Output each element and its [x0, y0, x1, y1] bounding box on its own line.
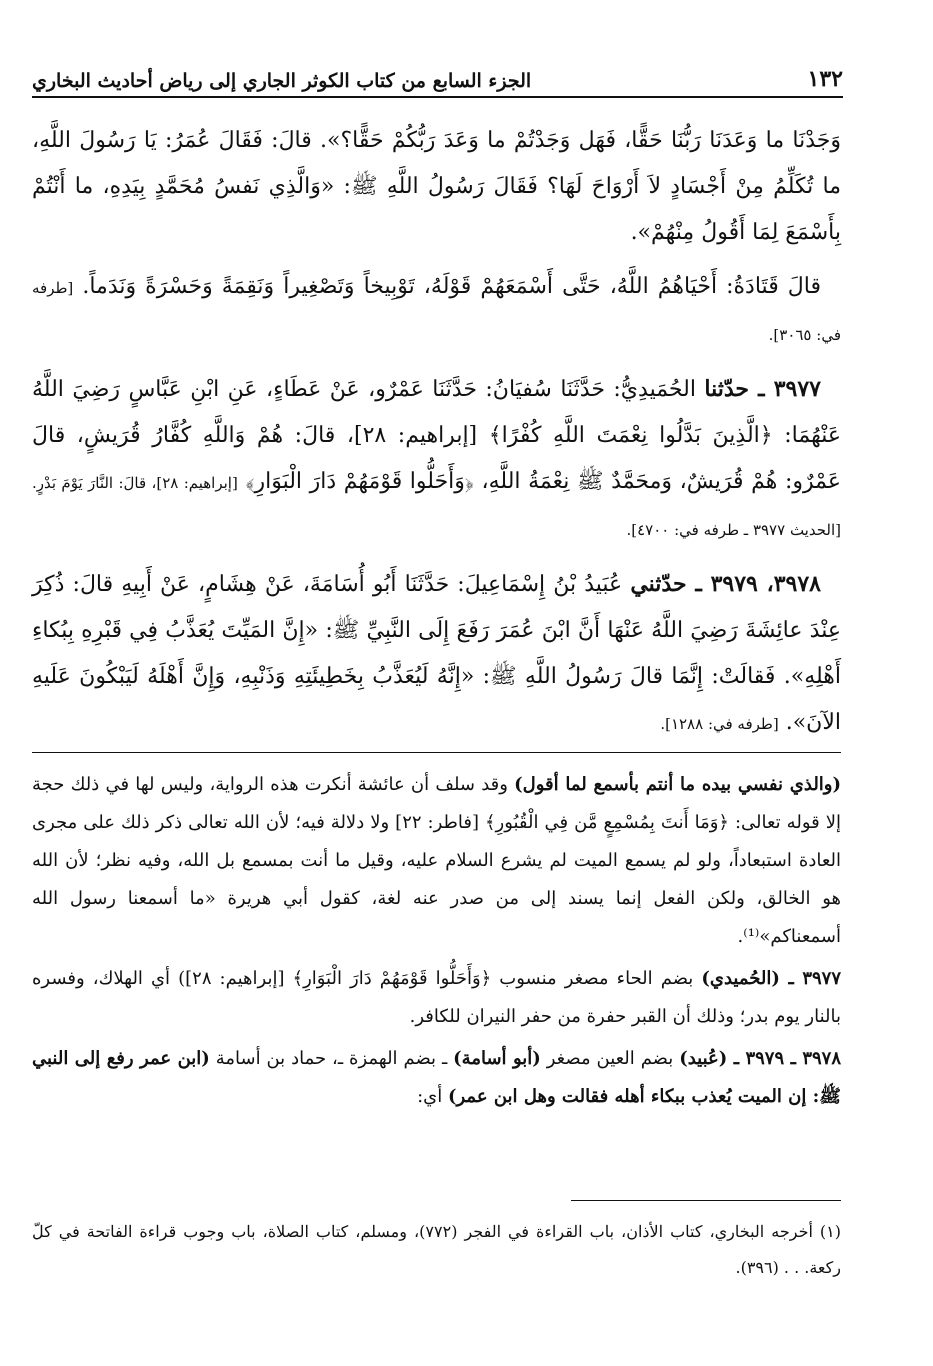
commentary-text: ـ بضم الهمزة ـ، حماد بن أسامة	[215, 1048, 448, 1069]
commentary-text: وقد سلف أن عائشة أنكرت هذه الرواية، وليس لها في ذلك حجة إلا قوله تعالى: ﴿وَمَا أَنتَ بِمُسْمِعٍ مَّن فِي الْقُبُورِ﴾ [فاطر: ٢٢] ولا دلالة فيه؛ لأن الله تعالى ذكر ذلك على مجرى العادة استبعاداً، ولو لم يسمع الميت لم يشرع السلام عليه، وقيل ما أنت بمسمع بل الله، وفيه نظر؛ لأن الله هو الخالق، ولكن الفعل إنما يسند إلى من صدر عنه لغة، كقول أبي هريرة «ما أسمعنا رسول الله أسمعناكم»⁽¹⁾.	[32, 774, 841, 947]
footnote	[32, 1214, 841, 1286]
commentary-lemma: (أبو أسامة)	[453, 1048, 541, 1069]
cross-reference: [إبراهيم: ٢٨]، قالَ: النَّارَ يَوْمَ بَدْرٍ. [الحديث ٣٩٧٧ ـ طرفه في: ٤٧٠٠].	[32, 474, 841, 539]
qatada-comment	[32, 264, 841, 358]
commentary-lemma: (والذي نفسي بيده ما أنتم بأسمع لما أقول)	[514, 774, 842, 795]
commentary-text: بضم العين مصغر	[546, 1048, 674, 1069]
hadith-3977	[32, 366, 841, 553]
commentary-text: أي:	[417, 1086, 443, 1107]
hadith-body: الحُمَيدِيُّ: حَدَّثَنَا سُفيَانُ: حَدَّثَنَا عَمْرٌو، عَنْ عَطَاءٍ، عَنِ ابْنِ عَبَّاسٍ رَضِيَ اللَّهُ عَنْهُمَا: ﴿الَّذِينَ بَدَّلُوا نِعْمَتَ اللَّهِ كُفْرًا﴾ [إبراهيم: ٢٨]، قالَ: هُمْ وَاللَّهِ كُفَّارُ قُرَيشٍ، قالَ عَمْرٌو: هُمْ قُرَيشٌ، وَمحَمَّدٌ ﷺ نِعْمَةُ اللَّهِ، ﴿وَأَحَلُّوا قَوْمَهُمْ دَارَ الْبَوَارِ﴾	[32, 377, 841, 494]
hadith-number: ٣٩٧٧ ـ حدّثنا	[704, 376, 821, 402]
footnote-text: (١) أخرجه البخاري، كتاب الأذان، باب القراءة في الفجر (٧٧٢)، ومسلم، كتاب الصلاة، باب وجوب قراءة الفاتحة في كلّ ركعة. . . (٣٩٦).	[32, 1222, 841, 1277]
hadith-text	[32, 118, 841, 755]
section-divider	[32, 752, 841, 753]
commentary-text: بضم الحاء مصغر منسوب ﴿وَأَحَلُّوا قَوْمَهُمْ دَارَ الْبَوَارِ﴾ [إبراهيم: ٢٨]) أي الهلاك، وفسره بالنار يوم بدر؛ وذلك أن القبر حفرة من حفر النيران للكافر.	[32, 968, 841, 1027]
cross-reference: [طرفه في: ١٢٨٨].	[660, 715, 779, 733]
commentary-paragraph	[32, 960, 841, 1036]
commentary-lemma: (ابن عمر رفع إلى النبي ﷺ: إن الميت يُعذب ببكاء أهله فقالت وهل ابن عمر)	[32, 1048, 841, 1107]
commentary-lemma: ٣٩٧٨ ـ ٣٩٧٩ ـ (عُبيد)	[679, 1048, 841, 1069]
running-title: الجزء السابع من كتاب الكوثر الجاري إلى رياض أحاديث البخاري	[32, 70, 532, 92]
hadith-number: ٣٩٧٨، ٣٩٧٩ ـ حدّثني	[630, 571, 821, 597]
commentary-paragraph	[32, 766, 841, 956]
commentary	[32, 766, 841, 1120]
page-number: ١٣٢	[807, 66, 843, 92]
footnote-divider	[571, 1200, 841, 1201]
commentary-paragraph	[32, 1040, 841, 1116]
page-header	[32, 58, 843, 98]
qatada-text: قالَ قَتَادَةُ: أَحْيَاهُمُ اللَّهُ، حَتَّى أَسْمَعَهُمْ قَوْلَهُ، تَوْبِيخاً وَتَصْغِيراً وَنَقِمَةً وَحَسْرَةً وَنَدَماً.	[82, 274, 821, 299]
hadith-body: عُبَيدُ بْنُ إِسْمَاعِيلَ: حَدَّثَنَا أَبُو أُسَامَةَ، عَنْ هِشَامٍ، عَنْ أَبِيهِ قالَ: ذُكِرَ عِنْدَ عائِشَةَ رَضِيَ اللَّهُ عَنْهَا أَنَّ ابْنَ عُمَرَ رَفَعَ إِلَى النَّبِيِّ ﷺ: «إِنَّ المَيِّتَ يُعَذَّبُ فِي قَبْرِهِ بِبُكاءِ أَهْلِهِ». فَقالَتْ: إِنَّمَا قالَ رَسُولُ اللَّهِ ﷺ: «إِنَّهُ لَيُعَذَّبُ بِخَطِيئَتِهِ وَذَنْبِهِ، وَإِنَّ أَهْلَهُ لَيَبْكُونَ عَلَيهِ الآنَ».	[32, 572, 841, 735]
hadith-3978	[32, 561, 841, 747]
hadith-continuation: وَجَدْنَا ما وَعَدَنَا رَبُّنَا حَقًّا، فَهَل وَجَدْتُمْ ما وَعَدَ رَبُّكُمْ حَقًّا؟». قالَ: فَقَالَ عُمَرُ: يَا رَسُولَ اللَّهِ، ما تُكَلِّمُ مِنْ أَجْسَادٍ لاَ أَرْوَاحَ لَهَا؟ فَقَالَ رَسُولُ اللَّهِ ﷺ: «وَالَّذِي نَفسُ مُحَمَّدٍ بِيَدِهِ، ما أَنْتُمْ بِأَسْمَعَ لِمَا أَقُولُ مِنْهُمْ».	[32, 128, 841, 245]
commentary-lemma: ٣٩٧٧ ـ (الحُميدي)	[701, 968, 841, 989]
cross-reference: [طرفه في: ٣٠٦٥].	[32, 279, 841, 344]
